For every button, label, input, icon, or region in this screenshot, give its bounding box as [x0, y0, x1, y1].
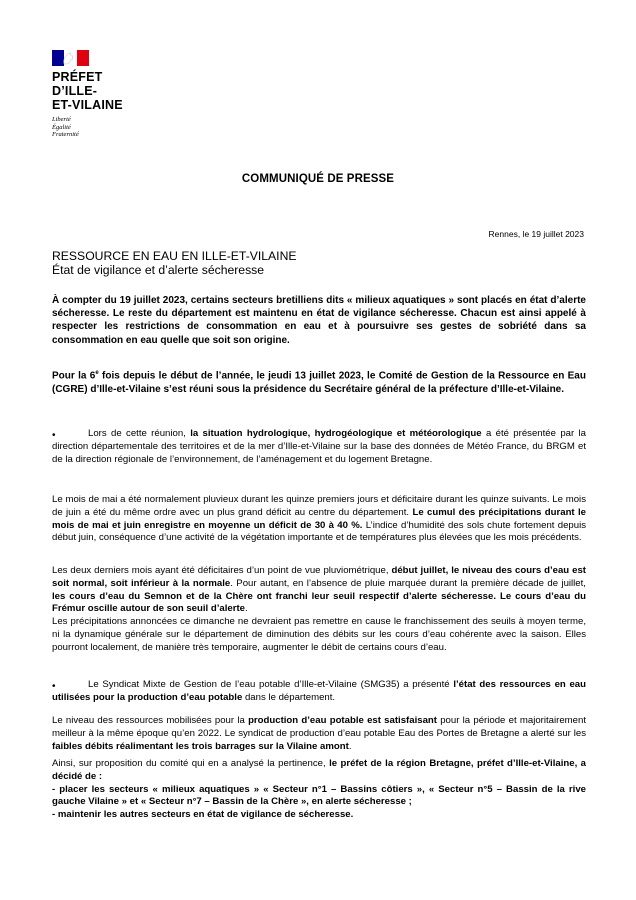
prefet-line-3: ET-VILAINE — [52, 98, 123, 112]
section1-paragraph-a: • Lors de cette réunion, la situation hydrologique, hydrogéologique et météorologique a été présentée par la direction départementale des territoires et de la mer d’Ille-et-Vilaine sur la base des données de Météo France, du BRGM et de la direction régionale de l’environnement, de l’aménagement et du logement Bretagne. — [52, 428, 586, 465]
heading-line-2: État de vigilance et d’alerte sécheresse — [52, 263, 265, 277]
prefet-title — [52, 70, 123, 112]
date-line: Rennes, le 19 juillet 2023 — [488, 229, 584, 239]
section1-paragraph-c: Les deux derniers mois ayant été déficitaires d’un point de vue pluviométrique, début juillet, le niveau des cours d’eau est soit normal, soit inférieur à la normale. Pour autant, en l’absence de pluie marquée durant la première décade de juillet, les cours d’eau du Semnon et de la Chère ont franchi leur seuil respectif d’alerte sécheresse. Le cours d’eau du Frémur oscille autour de son seuil d’alerte. Les précipitations annoncées ce dimanche ne devraient pas remettre en cause le franchissement des seuils à moyen terme, ni la dynamique générale sur le département de diminution des débits sur les cours d’eau cohérente avec la saison. Elles pourront localement, de manière très temporaire, augmenter le débit de certains cours d’eau. — [52, 565, 586, 653]
tricolor-flag — [52, 50, 89, 66]
prefet-line-1: PRÉFET — [52, 70, 103, 84]
section2-paragraph-b: Le niveau des ressources mobilisées pour la production d’eau potable est satisfaisant pour la période et majoritairement meilleur à la même époque qu’en 2022. Le syndicat de production d’eau potable Eau des Portes de Bretagne a alerté sur les faibles débits réalimentant les trois barrages sur la Vilaine amont. — [52, 715, 586, 752]
committee-paragraph: Pour la 6e fois depuis le début de l’année, le jeudi 13 juillet 2023, le Comité de Gestion de la Ressource en Eau (CGRE) d’Ille-et-Vilaine s’est réuni sous la présidence du Secrétaire général de la préfecture d’Ille-et-Vilaine. — [52, 370, 586, 395]
bullet-icon: • — [52, 430, 56, 441]
motto-liberte: Liberté — [52, 116, 71, 123]
republic-motto — [52, 116, 123, 139]
bullet-icon: • — [52, 681, 56, 692]
heading-line-1: RESSOURCE EN EAU EN ILLE-ET-VILAINE — [52, 249, 297, 263]
section1-paragraph-b: Le mois de mai a été normalement pluvieux durant les quinze premiers jours et déficitaire durant les quinze suivants. Le mois de juin a été du même ordre avec un plus grand déficit au centre du département. Le cumul des précipitations durant le mois de mai et juin enregistre en moyenne un déficit de 30 à 40 %. L’indice d’humidité des sols chute fortement depuis début juin, conséquence d’une activité de la végétation importante et de températures plus élevées que les mois précédents. — [52, 494, 587, 544]
document-heading — [52, 249, 592, 277]
section2-paragraph-a: • Le Syndicat Mixte de Gestion de l’eau potable d’Ille-et-Vilaine (SMG35) a présenté l’état des ressources en eau utilisées pour la production d’eau potable dans le département. — [52, 679, 586, 703]
press-release-title: COMMUNIQUÉ DE PRESSE — [241, 173, 395, 185]
prefet-line-2: D’ILLE- — [52, 84, 98, 98]
motto-egalite: Égalité — [52, 123, 71, 131]
motto-fraternite: Fraternité — [52, 131, 79, 138]
section2-paragraph-c: Ainsi, sur proposition du comité qui en a analysé la pertinence, le préfet de la région Bretagne, préfet d’Ille-et-Vilaine, a décidé de : - placer les secteurs « milieux aquatiques » « Secteur n°1 – Bassins côtiers », « Secteur n°5 – Bassin de la rive gauche Vilaine » et « Secteur n°7 – Bassin de la Chère », en alerte sécheresse ; - maintenir les autres secteurs en état de vigilance de sécheresse. — [52, 758, 587, 821]
prefecture-logo — [52, 50, 123, 139]
marianne-icon — [61, 52, 75, 65]
intro-paragraph: À compter du 19 juillet 2023, certains secteurs bretilliens dits « milieux aquatiques » sont placés en état d’alerte sécheresse. Le reste du département est maintenu en état de vigilance sécheresse. Chacun est ainsi appelé à respecter les restrictions de consommation en eau et à poursuivre ses gestes de sobriété dans sa consommation en eau quelle que soit son origine. — [52, 295, 586, 346]
